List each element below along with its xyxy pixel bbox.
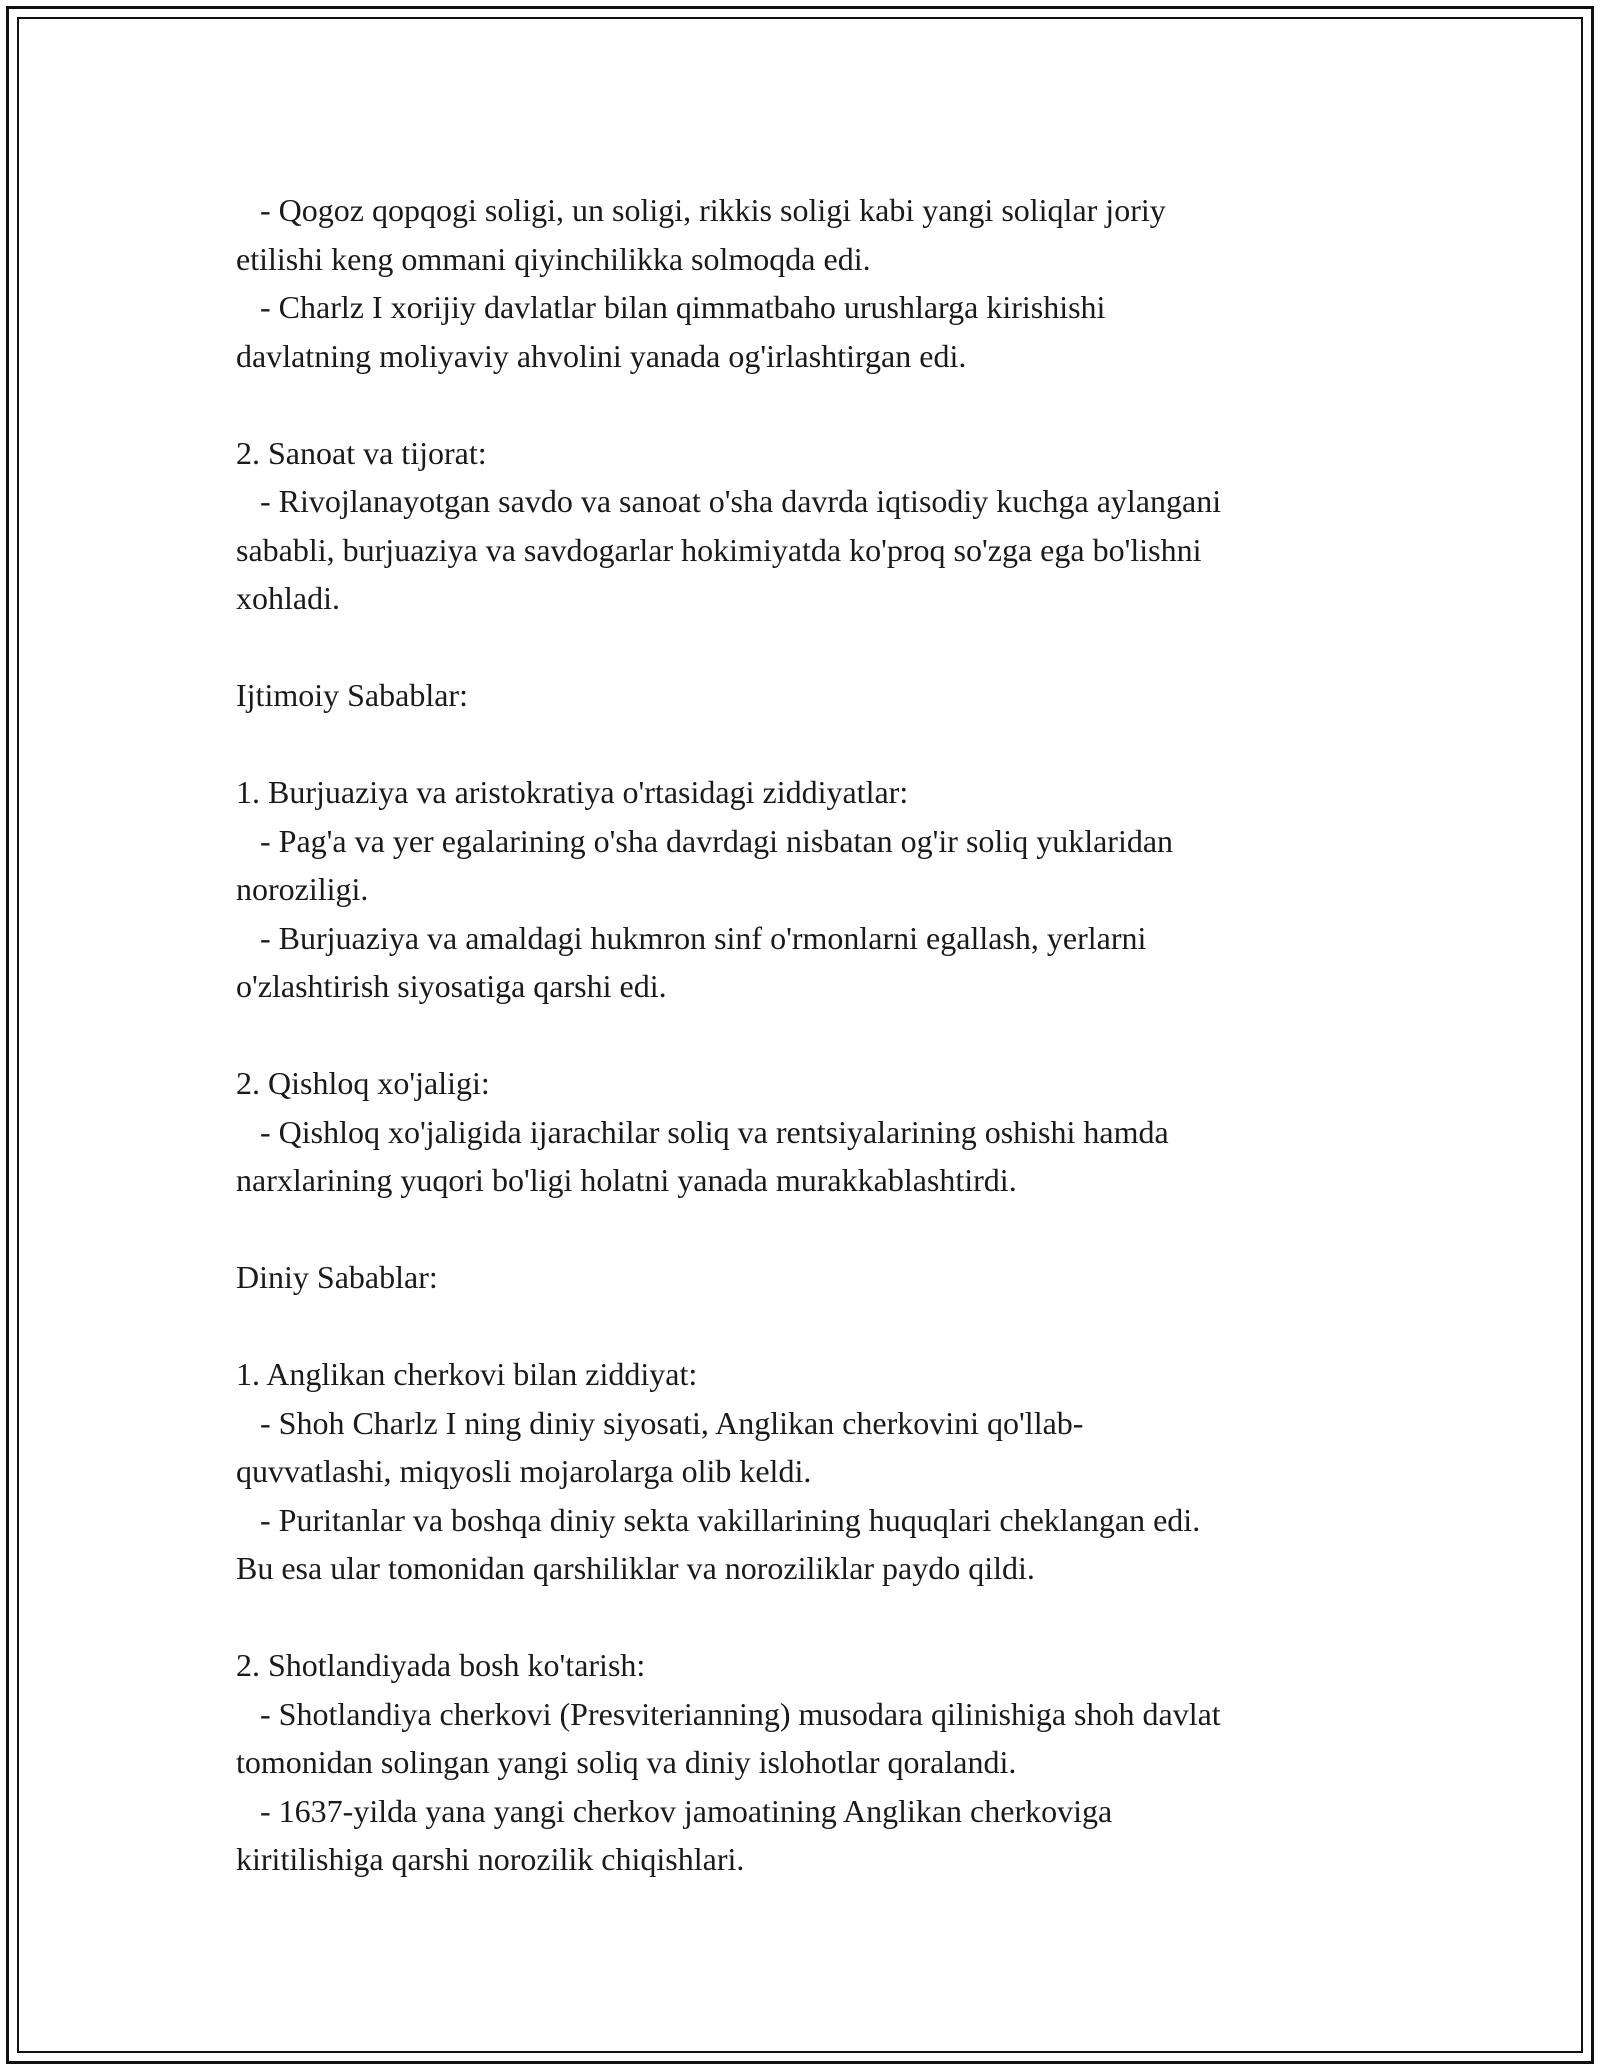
text-line: - Puritanlar va boshqa diniy sekta vakillarining huquqlari cheklangan edi. bbox=[236, 1501, 1201, 1538]
blank-line bbox=[236, 1205, 1416, 1254]
text-line: quvvatlashi, miqyosli mojarolarga olib keldi. bbox=[236, 1453, 812, 1489]
text-line: kiritilishiga qarshi norozilik chiqishlari. bbox=[236, 1841, 745, 1877]
text-line: tomonidan solingan yangi soliq va diniy islohotlar qoralandi. bbox=[236, 1744, 1017, 1780]
document-body bbox=[236, 186, 1416, 1884]
section-heading: 1. Burjuaziya va aristokratiya o'rtasidagi ziddiyatlar: bbox=[236, 774, 909, 810]
text-line: - Shotlandiya cherkovi (Presviterianning) musodara qilinishiga shoh davlat bbox=[236, 1695, 1221, 1732]
blank-line bbox=[236, 623, 1416, 672]
text-line: - 1637-yilda yana yangi cherkov jamoatining Anglikan cherkoviga bbox=[236, 1792, 1113, 1829]
text-line: - Pag'a va yer egalarining o'sha davrdagi nisbatan og'ir soliq yuklaridan bbox=[236, 822, 1174, 859]
section-heading: 2. Sanoat va tijorat: bbox=[236, 434, 487, 471]
text-line: noroziligi. bbox=[236, 871, 369, 907]
blank-line bbox=[236, 380, 1416, 429]
text-line: - Rivojlanayotgan savdo va sanoat o'sha davrda iqtisodiy kuchga aylangani bbox=[236, 483, 1222, 519]
text-line: - Shoh Charlz I ning diniy siyosati, Anglikan cherkovini qo'llab- bbox=[236, 1404, 1084, 1441]
text-line: o'zlashtirish siyosatiga qarshi edi. bbox=[236, 968, 667, 1004]
text-line: - Burjuaziya va amaldagi hukmron sinf o'rmonlarni egallash, yerlarni bbox=[236, 919, 1147, 956]
text-line: - Charlz I xorijiy davlatlar bilan qimmatbaho urushlarga kirishishi bbox=[236, 289, 1106, 325]
text-line: narxlarining yuqori bo'ligi holatni yanada murakkablashtirdi. bbox=[236, 1162, 1017, 1198]
blank-line bbox=[236, 1011, 1416, 1060]
blank-line bbox=[236, 1302, 1416, 1351]
text-line: davlatning moliyaviy ahvolini yanada og'irlashtirgan edi. bbox=[236, 337, 967, 374]
section-title: Diniy Sabablar: bbox=[236, 1259, 438, 1295]
section-heading: 2. Shotlandiyada bosh ko'tarish: bbox=[236, 1647, 646, 1683]
section-heading: 1. Anglikan cherkovi bilan ziddiyat: bbox=[236, 1356, 698, 1392]
section-heading: 2. Qishloq xo'jaligi: bbox=[236, 1065, 490, 1101]
section-title: Ijtimoiy Sabablar: bbox=[236, 677, 468, 713]
blank-line bbox=[236, 720, 1416, 769]
text-line: - Qogoz qopqogi soligi, un soligi, rikkis soligi kabi yangi soliqlar joriy bbox=[236, 192, 1166, 228]
text-line: sababli, burjuaziya va savdogarlar hokimiyatda ko'proq so'zga ega bo'lishni bbox=[236, 531, 1202, 568]
text-line: Bu esa ular tomonidan qarshiliklar va noroziliklar paydo qildi. bbox=[236, 1550, 1035, 1586]
text-line: xohladi. bbox=[236, 580, 340, 616]
text-line: etilishi keng ommani qiyinchilikka solmoqda edi. bbox=[236, 240, 871, 277]
text-line: - Qishloq xo'jaligida ijarachilar soliq va rentsiyalarining oshishi hamda bbox=[236, 1113, 1169, 1150]
blank-line bbox=[236, 1593, 1416, 1642]
